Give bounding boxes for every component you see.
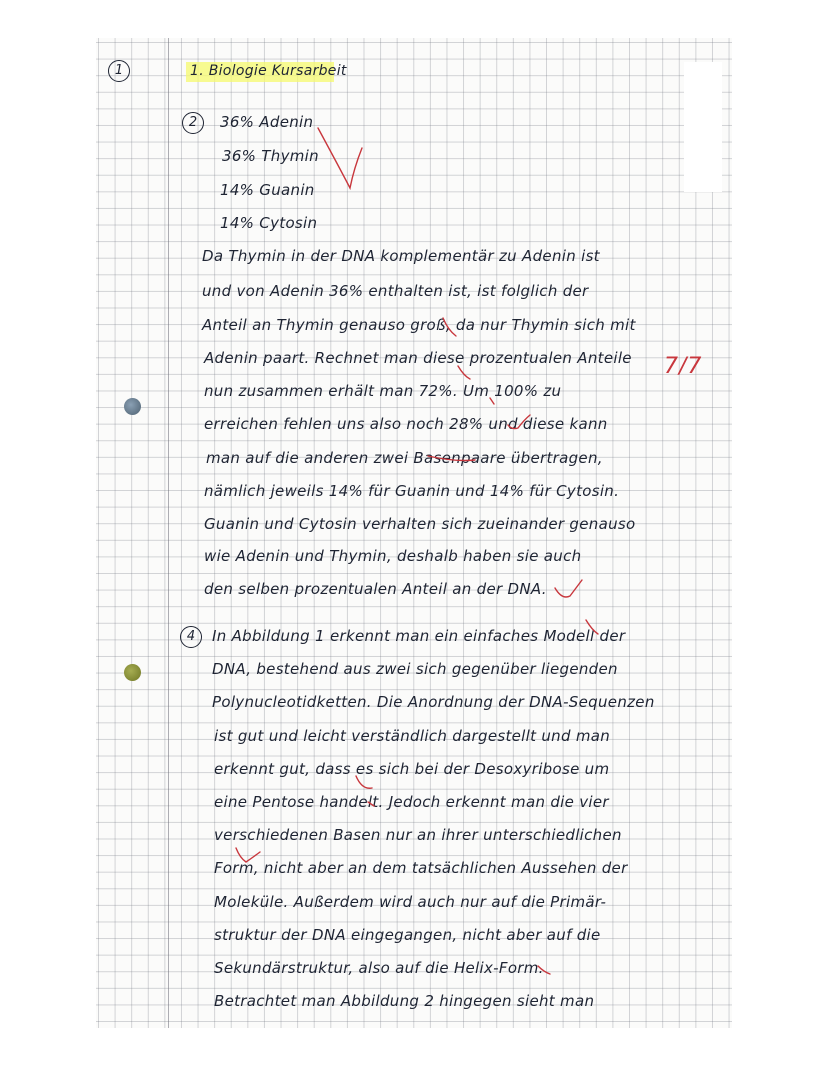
- page-title: 1. Biologie Kursarbeit: [190, 63, 347, 79]
- answer2-line: Guanin und Cytosin verhalten sich zueinander genauso: [204, 515, 636, 533]
- percentage-adenin: 36% Adenin: [220, 113, 314, 131]
- answer4-line: erkennt gut, dass es sich bei der Desoxyribose um: [214, 760, 610, 778]
- answer2-line: den selben prozentualen Anteil an der DNA.: [204, 580, 547, 598]
- answer4-line: struktur der DNA eingegangen, nicht aber auf die: [214, 926, 601, 944]
- answer2-line: erreichen fehlen uns also noch 28% und diese kann: [204, 415, 608, 433]
- answer4-line: verschiedenen Basen nur an ihrer unterschiedlichen: [214, 826, 622, 844]
- answer2-line: Da Thymin in der DNA komplementär zu Adenin ist: [202, 247, 600, 265]
- answer2-line: und von Adenin 36% enthalten ist, ist folglich der: [202, 282, 589, 300]
- answer2-line: Anteil an Thymin genauso groß, da nur Thymin sich mit: [202, 316, 636, 334]
- margin-line: [168, 38, 169, 1028]
- answer4-line: In Abbildung 1 erkennt man ein einfaches Modell der: [212, 627, 626, 645]
- percentage-guanin: 14% Guanin: [220, 181, 315, 199]
- answer2-line: nun zusammen erhält man 72%. Um 100% zu: [204, 382, 562, 400]
- answer4-line: Sekundärstruktur, also auf die Helix-Form.: [214, 959, 544, 977]
- task-4-number: 4: [180, 626, 202, 648]
- answer2-line: wie Adenin und Thymin, deshalb haben sie auch: [204, 547, 582, 565]
- answer4-line: DNA, bestehend aus zwei sich gegenüber liegenden: [212, 660, 618, 678]
- answer4-line: Betrachtet man Abbildung 2 hingegen sieht man: [214, 992, 595, 1010]
- answer2-line: nämlich jeweils 14% für Guanin und 14% für Cytosin.: [204, 482, 620, 500]
- blank-patch: [684, 62, 722, 192]
- answer4-line: Form, nicht aber an dem tatsächlichen Aussehen der: [214, 859, 628, 877]
- task-2-number: 2: [182, 112, 204, 134]
- answer4-line: ist gut und leicht verständlich dargestellt und man: [214, 727, 611, 745]
- answer4-line: eine Pentose handelt. Jedoch erkennt man die vier: [214, 793, 609, 811]
- answer2-line: Adenin paart. Rechnet man diese prozentualen Anteile: [204, 349, 632, 367]
- punch-hole-top: [124, 398, 141, 415]
- page-number-circle: 1: [108, 60, 130, 82]
- graph-paper-sheet: [96, 38, 732, 1028]
- percentage-cytosin: 14% Cytosin: [220, 214, 318, 232]
- score-mark: 7/7: [664, 354, 703, 379]
- answer4-line: Moleküle. Außerdem wird auch nur auf die Primär-: [214, 893, 607, 911]
- percentage-thymin: 36% Thymin: [222, 147, 319, 165]
- answer2-line: man auf die anderen zwei Basenpaare übertragen,: [206, 449, 603, 467]
- punch-hole-bottom: [124, 664, 141, 681]
- answer4-line: Polynucleotidketten. Die Anordnung der DNA-Sequenzen: [212, 693, 655, 711]
